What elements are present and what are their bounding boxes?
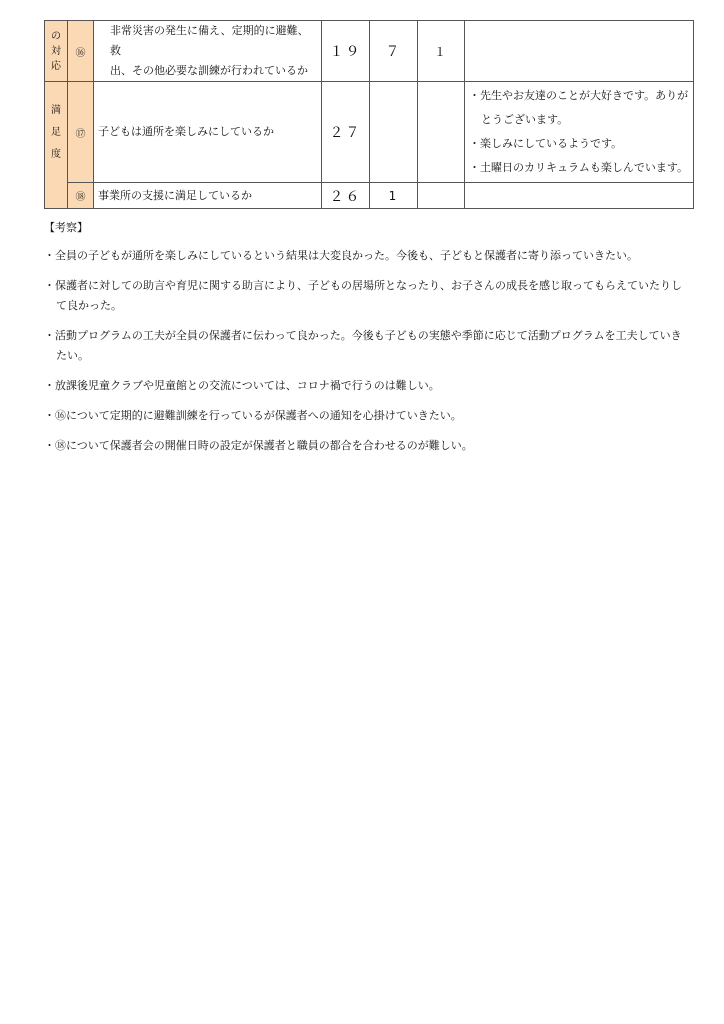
comment-line: とうございます。 (481, 113, 569, 126)
question-text: 非常災害の発生に備え、定期的に避難、救 出、その他必要な訓練が行われているか (94, 21, 322, 82)
table-row (45, 183, 694, 209)
considerations-section (44, 220, 689, 466)
table-row (45, 21, 694, 82)
consideration-item: ・⑯について定期的に避難訓練を行っているが保護者への通知を心掛けていきたい。 (44, 409, 462, 422)
category-label: の 対 応 (45, 21, 68, 82)
question-text: 事業所の支援に満足しているか (94, 183, 322, 209)
count-neutral (370, 82, 418, 183)
comment-line: ・楽しみにしているようです。 (469, 137, 623, 150)
question-number: ⑯ (68, 21, 94, 82)
consideration-item: ・全員の子どもが通所を楽しみにしているという結果は大変良かった。今後も、子どもと保護者に寄り添っていきたい。 (44, 249, 638, 262)
consideration-item: ・⑱について保護者会の開催日時の設定が保護者と職員の都合を合わせるのが難しい。 (44, 439, 473, 452)
count-no: １ (418, 21, 465, 82)
comment-line: ・土曜日のカリキュラムも楽しんでいます。 (469, 161, 689, 174)
comment-cell (465, 21, 694, 82)
question-number: ⑰ (68, 82, 94, 183)
count-yes: ２７ (322, 82, 370, 183)
count-neutral: ７ (370, 21, 418, 82)
count-yes: １９ (322, 21, 370, 82)
comment-cell (465, 82, 694, 183)
category-label: 満 足 度 (45, 82, 68, 209)
count-yes: ２６ (322, 183, 370, 209)
count-no (418, 183, 465, 209)
consideration-item: ・活動プログラムの工夫が全員の保護者に伝わって良かった。今後も子どもの実態や季節に応じて活動プログラムを工夫していきたい。 (44, 329, 682, 362)
count-neutral: 1 (370, 183, 418, 209)
question-number: ⑱ (68, 183, 94, 209)
comment-line: ・先生やお友達のことが大好きです。ありが (469, 89, 689, 102)
question-text: 子どもは通所を楽しみにしているか (94, 82, 322, 183)
considerations-heading: 【考察】 (44, 221, 88, 234)
comment-cell (465, 183, 694, 209)
consideration-item: ・保護者に対しての助言や育児に関する助言により、子どもの居場所となったり、お子さんの成長を感じ取ってもらえていたりして良かった。 (44, 279, 682, 312)
table-row (45, 82, 694, 183)
count-no (418, 82, 465, 183)
survey-table (44, 20, 694, 209)
consideration-item: ・放課後児童クラブや児童館との交流については、コロナ禍で行うのは難しい。 (44, 379, 440, 392)
